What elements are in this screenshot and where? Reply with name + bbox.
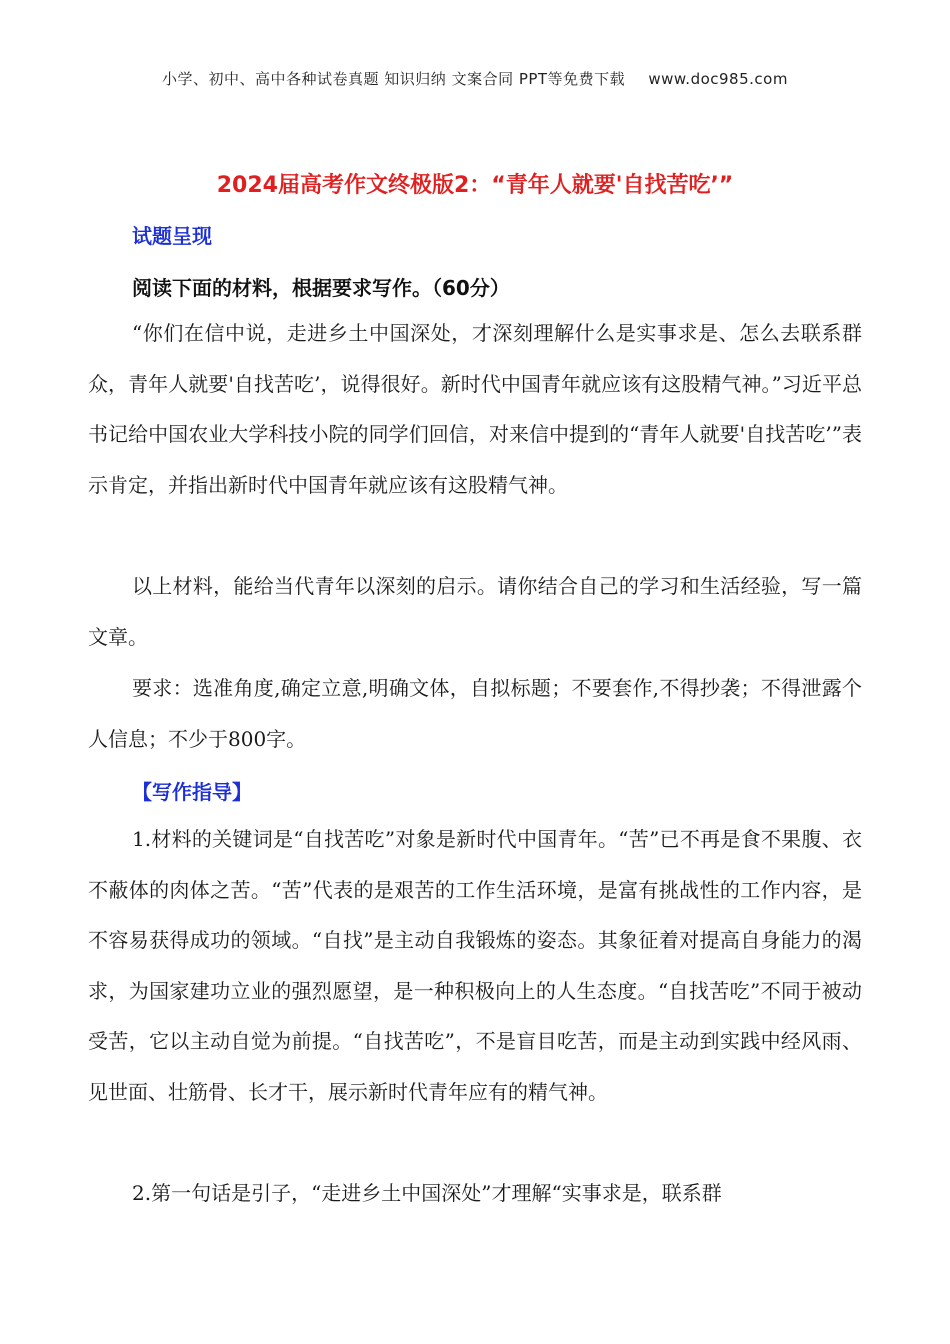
task-paragraph: 以上材料，能给当代青年以深刻的启示。请你结合自己的学习和生活经验，写一篇文章。 [88,574,862,649]
guide-paragraph-1: 1.材料的关键词是“自找苦吃”对象是新时代中国青年。“苦”已不再是食不果腹、衣不蔽体的肉体之苦。“苦”代表的是艰苦的工作生活环境，是富有挑战性的工作内容，是不容易获得成功的领域。“自找”是主动自我锻炼的姿态。其象征着对提高自身能力的渴求，为国家建功立业的强烈愿望，是一种积极向上的人生态度。“自找苦吃”不同于被动受苦，它以主动自觉为前提。“自找苦吃”，不是盲目吃苦，而是主动到实践中经风雨、见世面、壮筋骨、长才干，展示新时代青年应有的精气神。 [88,827,862,1104]
site-header [0,68,950,89]
requirements-paragraph: 要求：选准角度,确定立意,明确文体，自拟标题；不要套作,不得抄袭；不得泄露个人信息；不少于800字。 [88,676,862,751]
site-url-link[interactable]: www.doc985.com [648,70,788,88]
site-header-text: 小学、初中、高中各种试卷真题 知识归纳 文案合同 PPT等免费下载 [162,70,626,88]
guide-paragraph-2: 2.第一句话是引子，“走进乡土中国深处”才理解“实事求是，联系群 [132,1181,722,1205]
section-heading-problem: 试题呈现 [132,224,212,248]
material-paragraph: “你们在信中说，走进乡土中国深处，才深刻理解什么是实事求是、怎么去联系群众，青年人就要'自找苦吃’，说得很好。新时代中国青年就应该有这股精气神。”习近平总书记给中国农业大学科技小院的同学们回信，对来信中提到的“青年人就要'自找苦吃’”表示肯定，并指出新时代中国青年就应该有这股精气神。 [88,321,862,497]
writing-instruction: 阅读下面的材料，根据要求写作。（60分） [132,276,510,300]
document-title: 2024届高考作文终极版2：“青年人就要'自找苦吃’” [216,173,734,198]
section-heading-guide: 【写作指导】 [132,780,252,804]
